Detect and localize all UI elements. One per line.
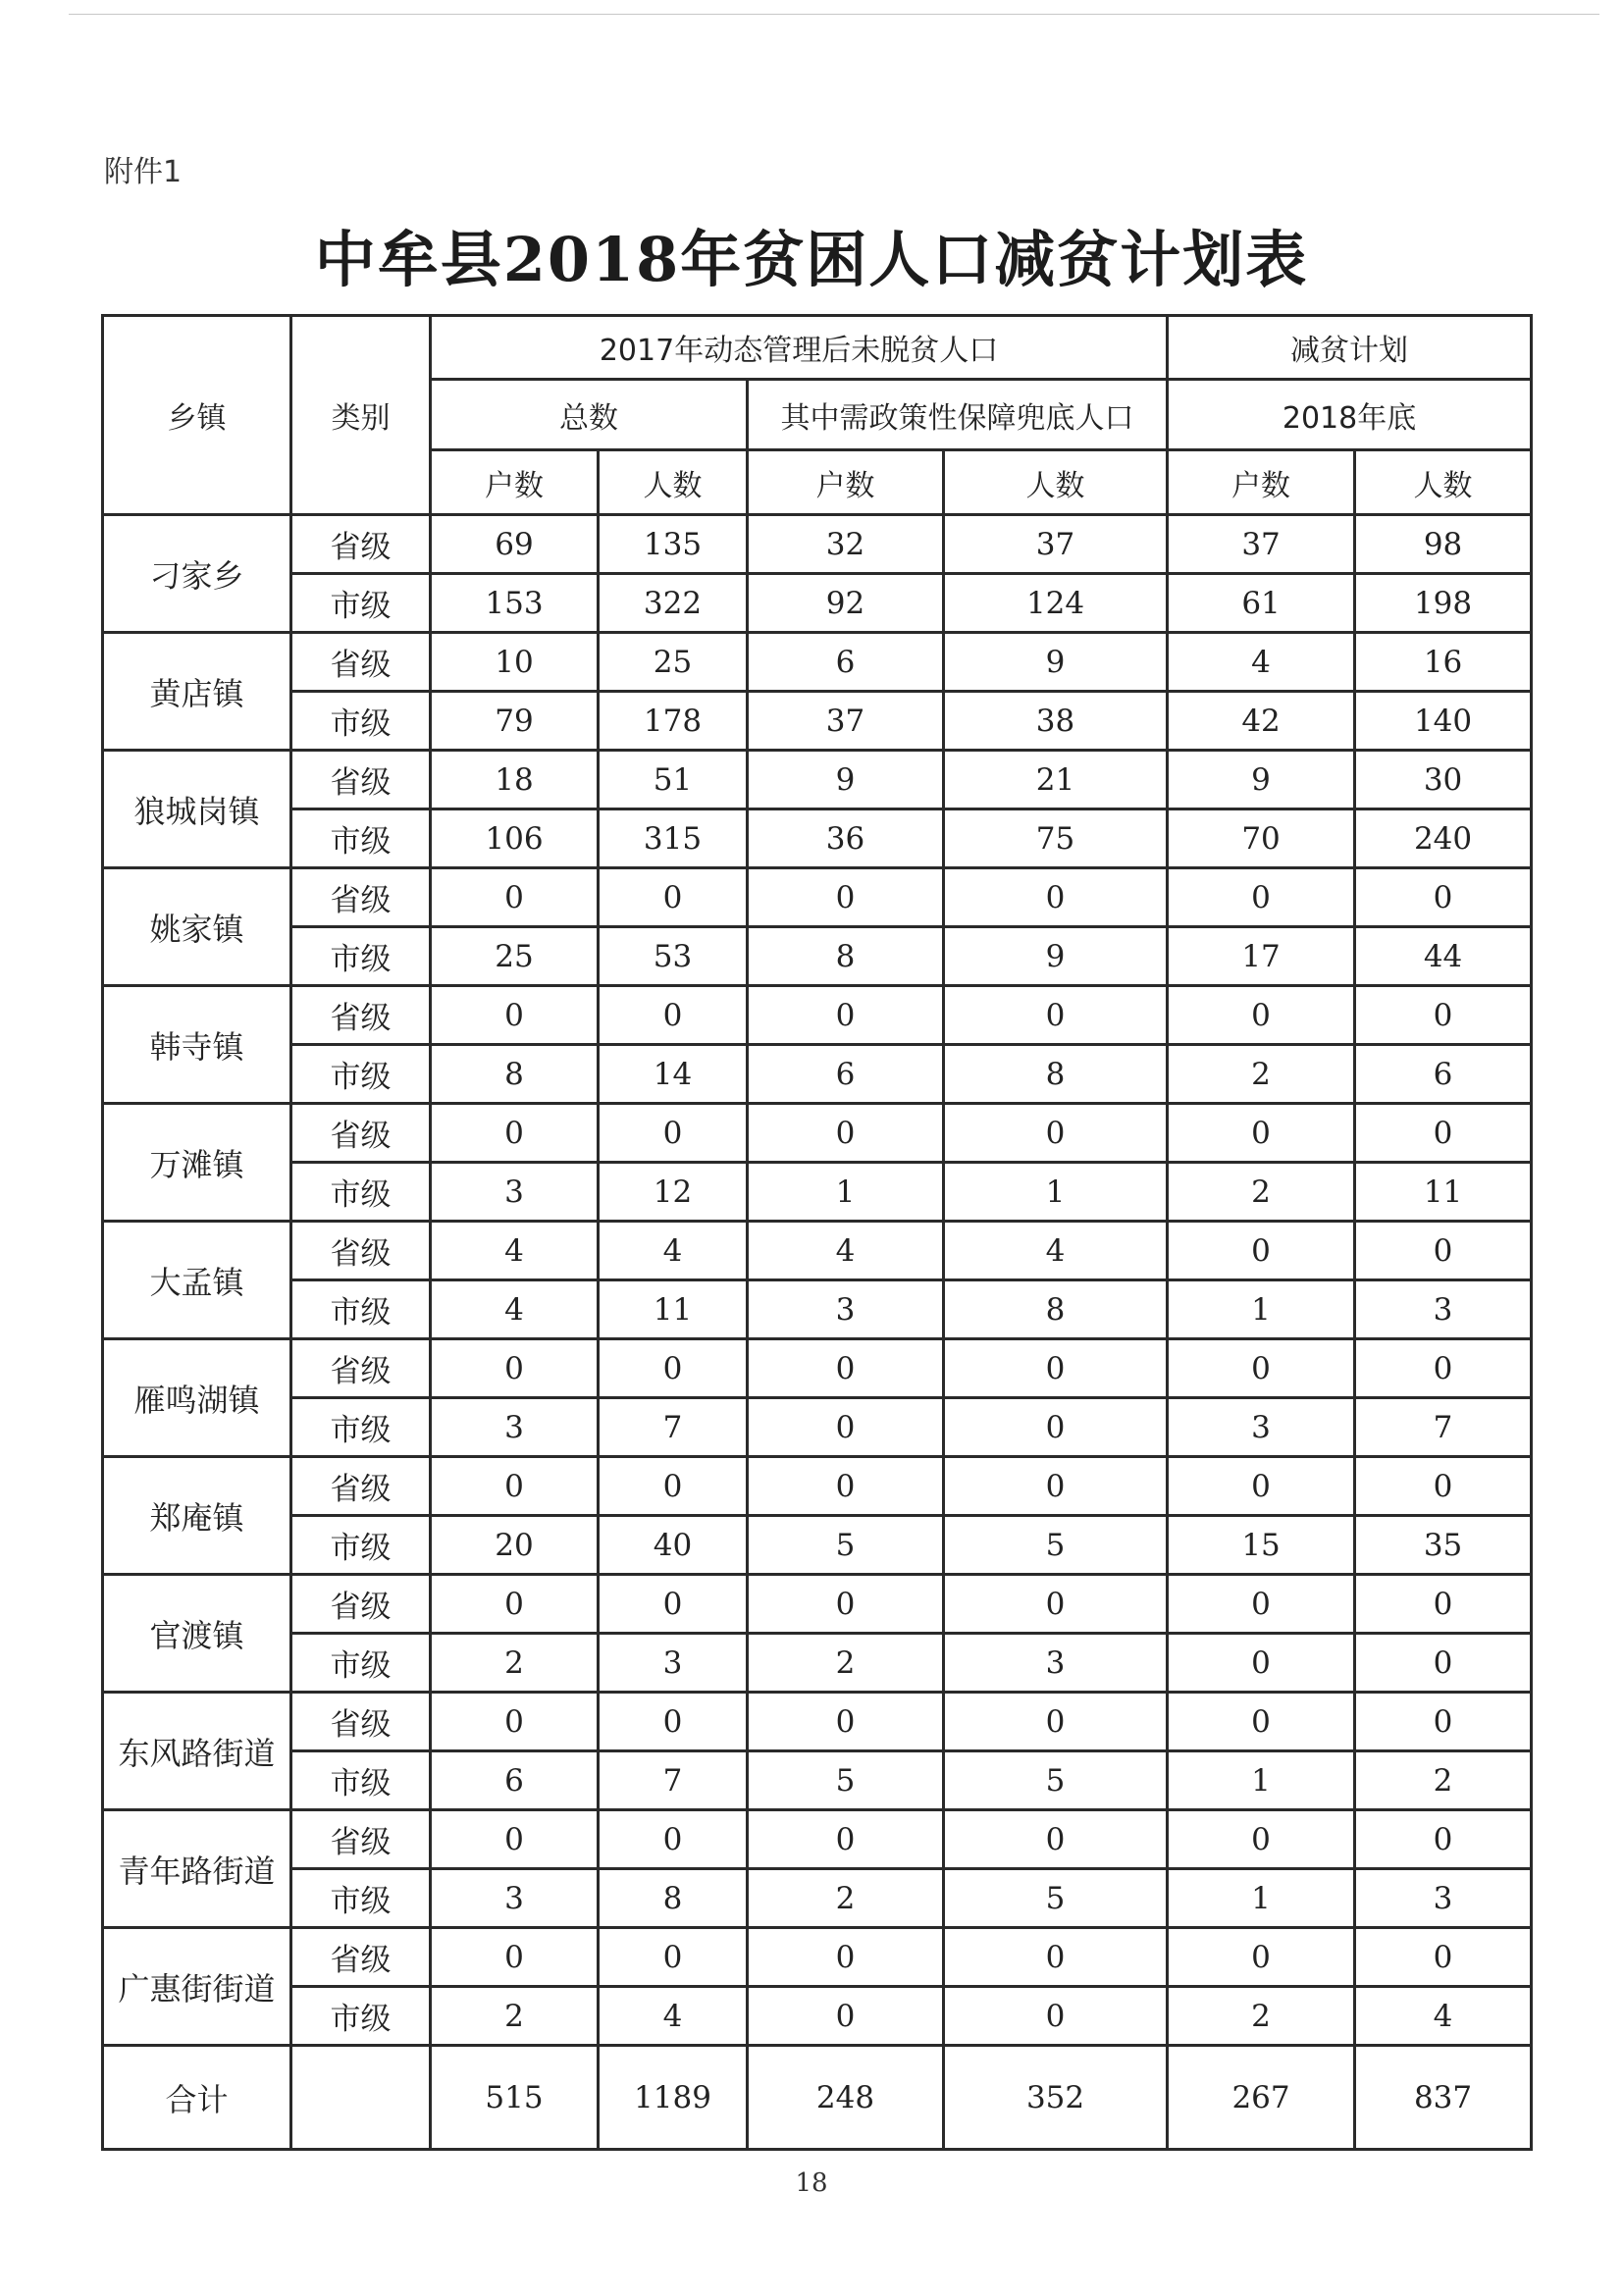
total-value-cell: 248 bbox=[748, 2046, 944, 2150]
table-row bbox=[103, 515, 1532, 574]
value-cell: 3 bbox=[944, 1634, 1168, 1693]
category-cell: 市级 bbox=[291, 1869, 431, 1928]
value-cell: 0 bbox=[599, 1339, 748, 1398]
value-cell: 5 bbox=[944, 1869, 1168, 1928]
value-cell: 3 bbox=[431, 1869, 599, 1928]
value-cell: 9 bbox=[1168, 751, 1355, 809]
value-cell: 18 bbox=[431, 751, 599, 809]
value-cell: 1 bbox=[1168, 1751, 1355, 1810]
value-cell: 0 bbox=[944, 1928, 1168, 1987]
page-title: 中牟县2018年贫困人口减贫计划表 bbox=[314, 224, 1309, 295]
value-cell: 0 bbox=[1355, 1457, 1532, 1516]
table-row bbox=[103, 1693, 1532, 1751]
table-row bbox=[103, 1575, 1532, 1634]
header-policy: 其中需政策性保障兜底人口 bbox=[748, 380, 1168, 450]
value-cell: 11 bbox=[599, 1280, 748, 1339]
value-cell: 38 bbox=[944, 692, 1168, 751]
header-town: 乡镇 bbox=[103, 316, 291, 515]
value-cell: 2 bbox=[431, 1987, 599, 2046]
value-cell: 0 bbox=[748, 1104, 944, 1163]
value-cell: 2 bbox=[1355, 1751, 1532, 1810]
table-row bbox=[103, 1457, 1532, 1516]
category-cell: 省级 bbox=[291, 1928, 431, 1987]
value-cell: 7 bbox=[599, 1751, 748, 1810]
category-cell: 省级 bbox=[291, 1693, 431, 1751]
total-value-cell: 352 bbox=[944, 2046, 1168, 2150]
value-cell: 0 bbox=[1355, 1928, 1532, 1987]
table-row bbox=[103, 1987, 1532, 2046]
value-cell: 9 bbox=[944, 633, 1168, 692]
value-cell: 0 bbox=[1168, 1575, 1355, 1634]
category-cell: 市级 bbox=[291, 809, 431, 868]
value-cell: 15 bbox=[1168, 1516, 1355, 1575]
table-row bbox=[103, 927, 1532, 986]
value-cell: 153 bbox=[431, 574, 599, 633]
category-cell: 省级 bbox=[291, 1457, 431, 1516]
category-cell: 市级 bbox=[291, 1751, 431, 1810]
value-cell: 0 bbox=[1355, 1634, 1532, 1693]
value-cell: 0 bbox=[599, 1104, 748, 1163]
table-row bbox=[103, 1398, 1532, 1457]
value-cell: 0 bbox=[599, 1575, 748, 1634]
value-cell: 0 bbox=[944, 1457, 1168, 1516]
town-cell: 万滩镇 bbox=[103, 1104, 291, 1222]
value-cell: 0 bbox=[944, 1810, 1168, 1869]
value-cell: 0 bbox=[599, 986, 748, 1045]
total-value-cell: 1189 bbox=[599, 2046, 748, 2150]
value-cell: 0 bbox=[431, 868, 599, 927]
header-group-plan: 减贫计划 bbox=[1168, 316, 1532, 380]
value-cell: 11 bbox=[1355, 1163, 1532, 1222]
town-cell: 广惠街街道 bbox=[103, 1928, 291, 2046]
value-cell: 0 bbox=[1168, 1104, 1355, 1163]
value-cell: 0 bbox=[748, 868, 944, 927]
value-cell: 4 bbox=[748, 1222, 944, 1280]
value-cell: 69 bbox=[431, 515, 599, 574]
header-people: 人数 bbox=[944, 450, 1168, 515]
table-row bbox=[103, 1634, 1532, 1693]
value-cell: 25 bbox=[599, 633, 748, 692]
value-cell: 0 bbox=[1168, 1222, 1355, 1280]
category-cell: 市级 bbox=[291, 1634, 431, 1693]
value-cell: 4 bbox=[431, 1280, 599, 1339]
category-cell: 省级 bbox=[291, 986, 431, 1045]
value-cell: 0 bbox=[748, 1987, 944, 2046]
value-cell: 1 bbox=[944, 1163, 1168, 1222]
value-cell: 37 bbox=[748, 692, 944, 751]
value-cell: 8 bbox=[944, 1045, 1168, 1104]
value-cell: 35 bbox=[1355, 1516, 1532, 1575]
value-cell: 6 bbox=[431, 1751, 599, 1810]
value-cell: 0 bbox=[748, 1457, 944, 1516]
value-cell: 20 bbox=[431, 1516, 599, 1575]
value-cell: 30 bbox=[1355, 751, 1532, 809]
header-people: 人数 bbox=[1355, 450, 1532, 515]
category-cell: 省级 bbox=[291, 1222, 431, 1280]
value-cell: 0 bbox=[1355, 986, 1532, 1045]
table-row bbox=[103, 633, 1532, 692]
value-cell: 0 bbox=[1168, 1457, 1355, 1516]
value-cell: 8 bbox=[944, 1280, 1168, 1339]
total-value-cell: 515 bbox=[431, 2046, 599, 2150]
header-people: 人数 bbox=[599, 450, 748, 515]
town-cell: 东风路街道 bbox=[103, 1693, 291, 1810]
value-cell: 0 bbox=[431, 986, 599, 1045]
category-cell: 省级 bbox=[291, 868, 431, 927]
value-cell: 0 bbox=[748, 1339, 944, 1398]
value-cell: 70 bbox=[1168, 809, 1355, 868]
value-cell: 17 bbox=[1168, 927, 1355, 986]
value-cell: 0 bbox=[1168, 986, 1355, 1045]
value-cell: 51 bbox=[599, 751, 748, 809]
value-cell: 0 bbox=[599, 868, 748, 927]
value-cell: 14 bbox=[599, 1045, 748, 1104]
value-cell: 3 bbox=[748, 1280, 944, 1339]
value-cell: 32 bbox=[748, 515, 944, 574]
category-cell: 市级 bbox=[291, 1280, 431, 1339]
value-cell: 4 bbox=[944, 1222, 1168, 1280]
value-cell: 3 bbox=[1355, 1869, 1532, 1928]
table-row bbox=[103, 1516, 1532, 1575]
value-cell: 4 bbox=[1168, 633, 1355, 692]
value-cell: 124 bbox=[944, 574, 1168, 633]
value-cell: 2 bbox=[1168, 1163, 1355, 1222]
value-cell: 0 bbox=[431, 1104, 599, 1163]
table-row bbox=[103, 1045, 1532, 1104]
table-row bbox=[103, 1751, 1532, 1810]
table-row bbox=[103, 986, 1532, 1045]
value-cell: 0 bbox=[1355, 1222, 1532, 1280]
town-cell: 大孟镇 bbox=[103, 1222, 291, 1339]
value-cell: 3 bbox=[1355, 1280, 1532, 1339]
value-cell: 0 bbox=[1168, 1339, 1355, 1398]
value-cell: 198 bbox=[1355, 574, 1532, 633]
value-cell: 135 bbox=[599, 515, 748, 574]
value-cell: 10 bbox=[431, 633, 599, 692]
value-cell: 178 bbox=[599, 692, 748, 751]
value-cell: 0 bbox=[1168, 868, 1355, 927]
value-cell: 0 bbox=[944, 1987, 1168, 2046]
value-cell: 0 bbox=[599, 1810, 748, 1869]
town-cell: 姚家镇 bbox=[103, 868, 291, 986]
value-cell: 98 bbox=[1355, 515, 1532, 574]
value-cell: 6 bbox=[748, 633, 944, 692]
value-cell: 6 bbox=[748, 1045, 944, 1104]
header-category: 类别 bbox=[291, 316, 431, 515]
town-cell: 青年路街道 bbox=[103, 1810, 291, 1928]
value-cell: 0 bbox=[1355, 1104, 1532, 1163]
value-cell: 0 bbox=[748, 1575, 944, 1634]
value-cell: 0 bbox=[748, 1398, 944, 1457]
value-cell: 240 bbox=[1355, 809, 1532, 868]
value-cell: 0 bbox=[1168, 1634, 1355, 1693]
category-cell: 市级 bbox=[291, 1398, 431, 1457]
total-label: 合计 bbox=[103, 2046, 291, 2150]
category-cell: 市级 bbox=[291, 1516, 431, 1575]
value-cell: 4 bbox=[599, 1987, 748, 2046]
value-cell: 0 bbox=[748, 1693, 944, 1751]
value-cell: 315 bbox=[599, 809, 748, 868]
value-cell: 0 bbox=[944, 1398, 1168, 1457]
value-cell: 1 bbox=[1168, 1869, 1355, 1928]
value-cell: 0 bbox=[944, 1693, 1168, 1751]
total-row bbox=[103, 2046, 1532, 2150]
header-households: 户数 bbox=[748, 450, 944, 515]
value-cell: 0 bbox=[944, 868, 1168, 927]
attachment-label: 附件1 bbox=[104, 155, 183, 189]
value-cell: 0 bbox=[1355, 1339, 1532, 1398]
table-row bbox=[103, 1869, 1532, 1928]
value-cell: 106 bbox=[431, 809, 599, 868]
table-row bbox=[103, 1339, 1532, 1398]
value-cell: 0 bbox=[599, 1928, 748, 1987]
table-row bbox=[103, 1104, 1532, 1163]
total-category-cell bbox=[291, 2046, 431, 2150]
table-row bbox=[103, 809, 1532, 868]
category-cell: 市级 bbox=[291, 1987, 431, 2046]
value-cell: 0 bbox=[431, 1693, 599, 1751]
value-cell: 36 bbox=[748, 809, 944, 868]
value-cell: 75 bbox=[944, 809, 1168, 868]
value-cell: 0 bbox=[599, 1457, 748, 1516]
header-2018-end: 2018年底 bbox=[1168, 380, 1532, 450]
category-cell: 省级 bbox=[291, 1575, 431, 1634]
value-cell: 3 bbox=[431, 1398, 599, 1457]
value-cell: 53 bbox=[599, 927, 748, 986]
value-cell: 0 bbox=[431, 1928, 599, 1987]
value-cell: 2 bbox=[1168, 1987, 1355, 2046]
value-cell: 0 bbox=[944, 1575, 1168, 1634]
header-total: 总数 bbox=[431, 380, 748, 450]
category-cell: 省级 bbox=[291, 1104, 431, 1163]
category-cell: 省级 bbox=[291, 633, 431, 692]
page-number: 18 bbox=[795, 2168, 828, 2198]
town-cell: 韩寺镇 bbox=[103, 986, 291, 1104]
total-value-cell: 837 bbox=[1355, 2046, 1532, 2150]
value-cell: 16 bbox=[1355, 633, 1532, 692]
value-cell: 0 bbox=[1355, 1575, 1532, 1634]
value-cell: 92 bbox=[748, 574, 944, 633]
value-cell: 2 bbox=[1168, 1045, 1355, 1104]
table-row bbox=[103, 751, 1532, 809]
value-cell: 0 bbox=[748, 1810, 944, 1869]
poverty-plan-table bbox=[101, 314, 1533, 2151]
table-row bbox=[103, 574, 1532, 633]
value-cell: 61 bbox=[1168, 574, 1355, 633]
table-row bbox=[103, 1810, 1532, 1869]
header-group-2017: 2017年动态管理后未脱贫人口 bbox=[431, 316, 1168, 380]
value-cell: 21 bbox=[944, 751, 1168, 809]
value-cell: 4 bbox=[599, 1222, 748, 1280]
value-cell: 4 bbox=[431, 1222, 599, 1280]
value-cell: 0 bbox=[1168, 1693, 1355, 1751]
value-cell: 7 bbox=[1355, 1398, 1532, 1457]
category-cell: 省级 bbox=[291, 1810, 431, 1869]
value-cell: 0 bbox=[1168, 1928, 1355, 1987]
value-cell: 0 bbox=[431, 1339, 599, 1398]
value-cell: 9 bbox=[944, 927, 1168, 986]
table-row bbox=[103, 868, 1532, 927]
value-cell: 2 bbox=[748, 1869, 944, 1928]
value-cell: 0 bbox=[748, 986, 944, 1045]
header-households: 户数 bbox=[431, 450, 599, 515]
town-cell: 狼城岗镇 bbox=[103, 751, 291, 868]
table-row bbox=[103, 1163, 1532, 1222]
value-cell: 12 bbox=[599, 1163, 748, 1222]
value-cell: 40 bbox=[599, 1516, 748, 1575]
category-cell: 市级 bbox=[291, 574, 431, 633]
value-cell: 25 bbox=[431, 927, 599, 986]
value-cell: 37 bbox=[944, 515, 1168, 574]
header-households: 户数 bbox=[1168, 450, 1355, 515]
value-cell: 8 bbox=[599, 1869, 748, 1928]
value-cell: 5 bbox=[944, 1751, 1168, 1810]
value-cell: 2 bbox=[748, 1634, 944, 1693]
value-cell: 0 bbox=[599, 1693, 748, 1751]
value-cell: 0 bbox=[944, 986, 1168, 1045]
value-cell: 5 bbox=[944, 1516, 1168, 1575]
value-cell: 3 bbox=[431, 1163, 599, 1222]
value-cell: 0 bbox=[944, 1104, 1168, 1163]
value-cell: 1 bbox=[748, 1163, 944, 1222]
value-cell: 0 bbox=[1168, 1810, 1355, 1869]
value-cell: 2 bbox=[431, 1634, 599, 1693]
value-cell: 42 bbox=[1168, 692, 1355, 751]
value-cell: 0 bbox=[1355, 1693, 1532, 1751]
value-cell: 9 bbox=[748, 751, 944, 809]
value-cell: 8 bbox=[431, 1045, 599, 1104]
category-cell: 市级 bbox=[291, 927, 431, 986]
value-cell: 0 bbox=[431, 1457, 599, 1516]
value-cell: 0 bbox=[1355, 868, 1532, 927]
table-row bbox=[103, 1280, 1532, 1339]
value-cell: 0 bbox=[748, 1928, 944, 1987]
table-body bbox=[103, 515, 1532, 2150]
town-cell: 黄店镇 bbox=[103, 633, 291, 751]
value-cell: 7 bbox=[599, 1398, 748, 1457]
scan-top-rule bbox=[69, 14, 1599, 15]
value-cell: 44 bbox=[1355, 927, 1532, 986]
table-row bbox=[103, 1928, 1532, 1987]
table-row bbox=[103, 692, 1532, 751]
value-cell: 0 bbox=[1355, 1810, 1532, 1869]
value-cell: 5 bbox=[748, 1516, 944, 1575]
value-cell: 0 bbox=[431, 1810, 599, 1869]
category-cell: 省级 bbox=[291, 751, 431, 809]
category-cell: 省级 bbox=[291, 515, 431, 574]
value-cell: 8 bbox=[748, 927, 944, 986]
total-value-cell: 267 bbox=[1168, 2046, 1355, 2150]
value-cell: 3 bbox=[599, 1634, 748, 1693]
town-cell: 郑庵镇 bbox=[103, 1457, 291, 1575]
table-row bbox=[103, 1222, 1532, 1280]
town-cell: 雁鸣湖镇 bbox=[103, 1339, 291, 1457]
value-cell: 79 bbox=[431, 692, 599, 751]
value-cell: 322 bbox=[599, 574, 748, 633]
value-cell: 5 bbox=[748, 1751, 944, 1810]
value-cell: 3 bbox=[1168, 1398, 1355, 1457]
value-cell: 37 bbox=[1168, 515, 1355, 574]
category-cell: 市级 bbox=[291, 1163, 431, 1222]
category-cell: 市级 bbox=[291, 1045, 431, 1104]
town-cell: 官渡镇 bbox=[103, 1575, 291, 1693]
value-cell: 0 bbox=[431, 1575, 599, 1634]
value-cell: 0 bbox=[944, 1339, 1168, 1398]
category-cell: 市级 bbox=[291, 692, 431, 751]
town-cell: 刁家乡 bbox=[103, 515, 291, 633]
category-cell: 省级 bbox=[291, 1339, 431, 1398]
value-cell: 140 bbox=[1355, 692, 1532, 751]
value-cell: 4 bbox=[1355, 1987, 1532, 2046]
value-cell: 6 bbox=[1355, 1045, 1532, 1104]
value-cell: 1 bbox=[1168, 1280, 1355, 1339]
